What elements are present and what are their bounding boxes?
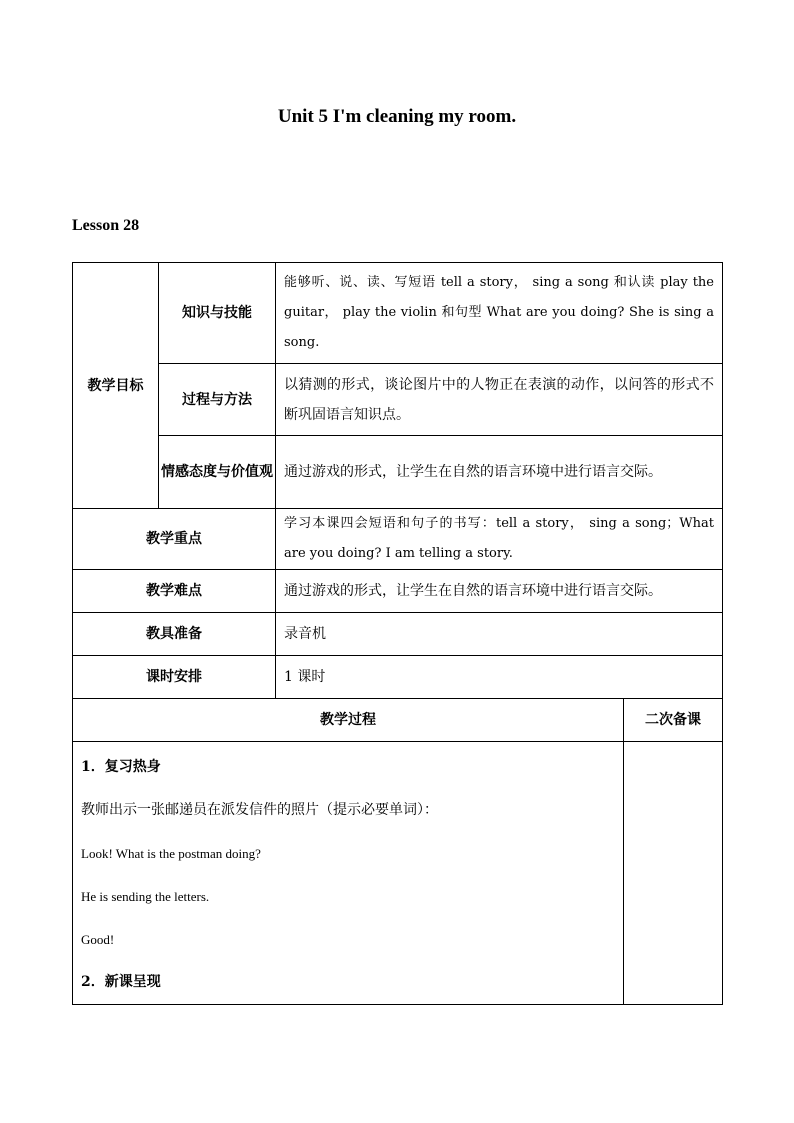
- difficulties-row: [73, 570, 723, 613]
- key-points-label: 教学重点: [73, 509, 276, 570]
- materials-row: [73, 613, 723, 656]
- difficulties-label: 教学难点: [73, 570, 276, 613]
- teaching-process-header: 教学过程: [73, 699, 624, 742]
- materials-label: 教具准备: [73, 613, 276, 656]
- second-prep-content: [624, 742, 723, 1005]
- attitude-values-label: 情感态度与价值观: [159, 436, 276, 509]
- process-line-teacher-shows-photo: 教师出示一张邮递员在派发信件的照片（提示必要单词）：: [81, 802, 438, 818]
- process-line-praise: Good!: [81, 932, 115, 947]
- teaching-process-content: [73, 742, 624, 1005]
- difficulties-content: 通过游戏的形式，让学生在自然的语言环境中进行语言交际。: [276, 570, 723, 613]
- document-title: Unit 5 I'm cleaning my room.: [277, 106, 517, 127]
- schedule-content: 1 课时: [276, 656, 723, 699]
- key-points-row: [73, 509, 723, 570]
- knowledge-skills-content: 能够听、说、读、写短语 tell a story， sing a song 和认读 play the guitar， play the violin 和句型 What are you doing? She is sing a song.: [276, 263, 723, 364]
- process-header-row: [73, 699, 723, 742]
- lesson-plan-table: [72, 262, 723, 1005]
- objectives-knowledge-row: [73, 263, 723, 364]
- process-line-warmup-heading: 1．复习热身: [81, 759, 161, 775]
- process-methods-label: 过程与方法: [159, 364, 276, 436]
- materials-content: 录音机: [276, 613, 723, 656]
- schedule-row: [73, 656, 723, 699]
- key-points-content: 学习本课四会短语和句子的书写：tell a story， sing a song；What are you doing? I am telling a story.: [276, 509, 723, 570]
- attitude-values-content: 通过游戏的形式，让学生在自然的语言环境中进行语言交际。: [276, 436, 723, 509]
- objectives-label: 教学目标: [73, 263, 159, 509]
- objectives-attitude-row: [73, 436, 723, 509]
- knowledge-skills-label: 知识与技能: [159, 263, 276, 364]
- process-line-new-lesson-heading: 2．新课呈现: [81, 974, 161, 990]
- process-line-question: Look! What is the postman doing?: [81, 846, 261, 861]
- second-prep-header: 二次备课: [624, 699, 723, 742]
- process-body-row: [73, 742, 723, 1005]
- lesson-label: Lesson 28: [72, 217, 140, 234]
- process-methods-content: 以猜测的形式，谈论图片中的人物正在表演的动作，以问答的形式不断巩固语言知识点。: [276, 364, 723, 436]
- schedule-label: 课时安排: [73, 656, 276, 699]
- objectives-process-row: [73, 364, 723, 436]
- process-line-answer: He is sending the letters.: [81, 889, 210, 904]
